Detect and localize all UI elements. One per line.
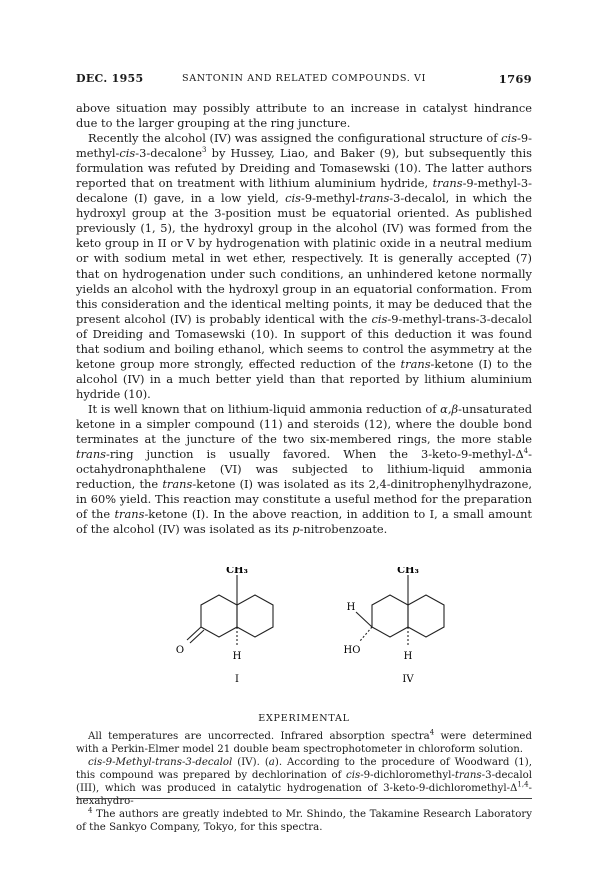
italic-run: p	[292, 522, 300, 537]
oh-bond	[360, 627, 372, 641]
methyl-label-left: CH₃	[226, 567, 248, 576]
structure-figure	[76, 567, 532, 699]
ring-b-right	[408, 595, 444, 637]
experimental-paragraph-1	[76, 730, 532, 756]
carbonyl-bond-1	[187, 627, 201, 640]
footnote-marker: 4	[88, 806, 93, 815]
compound-title: cis-9-Methyl-trans-3-decalol	[88, 757, 233, 769]
text-run: -octahydronaphthalene (VI) was subjected to lithium-liquid ammonia reduction, the	[76, 447, 532, 492]
header-date: DEC. 1955	[76, 72, 144, 85]
italic-run: trans	[114, 507, 145, 522]
text-run: -3-decalone	[135, 146, 202, 161]
italic-run: trans	[76, 447, 106, 462]
superscript: 4	[523, 447, 529, 456]
text-run: -nitrobenzoate.	[299, 522, 388, 537]
italic-run: trans	[432, 176, 463, 191]
compound-label-i: I	[235, 674, 239, 685]
italic-run: cis	[119, 146, 136, 161]
text-run: -ketone (I) was isolated as its 2,4-dinitrophenylhydrazone, in 60% yield. This reaction may constitute a useful method for the preparation of the	[76, 477, 532, 522]
h-bond-c3	[356, 612, 372, 627]
oxygen-label: O	[175, 645, 185, 656]
compound-label-iv: IV	[402, 674, 414, 685]
experimental-paragraph-2	[76, 756, 532, 808]
text-run: It is well known that on lithium-liquid ammonia reduction of	[88, 401, 441, 416]
methyl-label-right: CH₃	[397, 567, 419, 576]
footnote-4	[76, 808, 532, 834]
chemical-structures	[76, 567, 532, 699]
italic-run: α,β	[440, 401, 459, 416]
header-running-title: SANTONIN AND RELATED COMPOUNDS. VI	[182, 73, 426, 84]
italic-run: trans	[162, 477, 193, 492]
paragraph-1	[76, 101, 532, 131]
italic-run: trans	[454, 770, 482, 782]
structure-iv	[356, 575, 444, 647]
text-run: -ketone (I) to the alcohol (IV) in a much better yield than that reported by lithium aluminium hydride (10).	[76, 356, 532, 401]
hydroxyl-label: HO	[343, 645, 361, 656]
carbonyl-bond-2	[190, 630, 204, 643]
h-label-right-top: H	[346, 602, 356, 613]
ring-b-left	[237, 595, 273, 637]
text-run: by Hussey, Liao, and Baker (9), but subsequently this formulation was refuted by Dreiding and Tomasewski (10). The latter authors reported that on treatment with lithium aluminium hydride,	[76, 146, 532, 191]
italic-run: cis	[501, 131, 518, 146]
text-run: (IV). (	[232, 757, 269, 769]
ring-a-right	[372, 595, 408, 637]
text-run: Recently the alcohol (IV) was assigned the configurational structure of	[88, 131, 502, 146]
text-run: -3-decalol, in which the hydroxyl group at the 3-position must be equatorial oriented. As published previously (1, 5), the hydroxyl group in the alcohol (IV) was formed from the keto group in II or V by hydrogenation with platinic oxide in a neutral medium or with sodium metal in wet ether, respectively. It is generally accepted (7) that on hydrogenation under such conditions, an unhindered ketone normally yields an alcohol with the hydroxyl group in an equatorial conformation. From this consideration and the identical melting points, it may be deduced that the present alcohol (IV) is probably identical with the	[76, 191, 532, 326]
text-run: -unsaturated ketone in a simpler compound (11) and steroids (12), where the double bond terminates at the juncture of the two six-membered rings, the more stable	[76, 401, 532, 447]
ring-a-left	[201, 595, 237, 637]
text-run: -ring junction is usually favored. When the 3-keto-9-methyl-Δ	[106, 447, 524, 462]
paragraph-3	[76, 402, 532, 537]
italic-run: trans	[400, 356, 431, 371]
text-run: -hexahydro-	[76, 783, 532, 808]
italic-run: cis	[371, 311, 388, 326]
h-label-left-bottom: H	[232, 651, 242, 662]
footnote-text: The authors are greatly indebted to Mr. Shindo, the Takamine Research Laboratory of the Sankyo Company, Tokyo, for this spectra.	[76, 809, 532, 834]
text-run: were determined with a Perkin-Elmer model 21 double beam spectrophotometer in chloroform solution.	[76, 731, 532, 756]
body-text	[76, 101, 532, 537]
text-run: -ketone (I). In the above reaction, in addition to I, a small amount of the alcohol (IV) was isolated as its	[76, 507, 532, 537]
text-run: -9-methyl-	[76, 131, 532, 161]
italic-run: a	[268, 757, 275, 769]
h-label-right-bottom: H	[403, 651, 413, 662]
running-header	[76, 72, 532, 88]
text-run: above situation may possibly attribute to an increase in catalyst hindrance due to the larger grouping at the ring juncture.	[76, 101, 532, 131]
footnote-ref: 3	[202, 146, 207, 155]
text-run: -9-dichloromethyl-	[360, 770, 455, 782]
text-run: -9-methyl-3-decalone (I) gave, in a low yield,	[76, 176, 532, 206]
italic-run: trans	[359, 191, 390, 206]
text-run: ). According to the procedure of Woodward (1), this compound was prepared by dechlorination of	[76, 757, 532, 782]
text-run: All temperatures are uncorrected. Infrared absorption spectra	[88, 731, 430, 742]
italic-run: cis	[346, 770, 361, 782]
section-heading-experimental: EXPERIMENTAL	[258, 713, 350, 724]
structure-i	[187, 575, 273, 647]
footnote-divider	[76, 798, 532, 799]
italic-run: cis	[285, 191, 301, 206]
experimental-text	[76, 730, 532, 809]
text-run: -9-methyl-trans-3-decalol of Dreiding and Tomasewski (10). In support of this deduction it was found that sodium and boiling ethanol, which seems to control the asymmetry at the ketone group more strongly, effected reduction of the	[76, 311, 532, 371]
page-number: 1769	[498, 72, 532, 86]
superscript: 1,4	[517, 780, 529, 789]
paragraph-2	[76, 131, 532, 402]
footnote-ref: 4	[429, 728, 435, 737]
text-run: -3-decalol (III), which was produced in catalytic hydrogenation of 3-keto-9-dichloromethyl-Δ	[76, 770, 532, 795]
text-run: -9-methyl-	[300, 191, 360, 206]
footnote	[76, 808, 532, 834]
